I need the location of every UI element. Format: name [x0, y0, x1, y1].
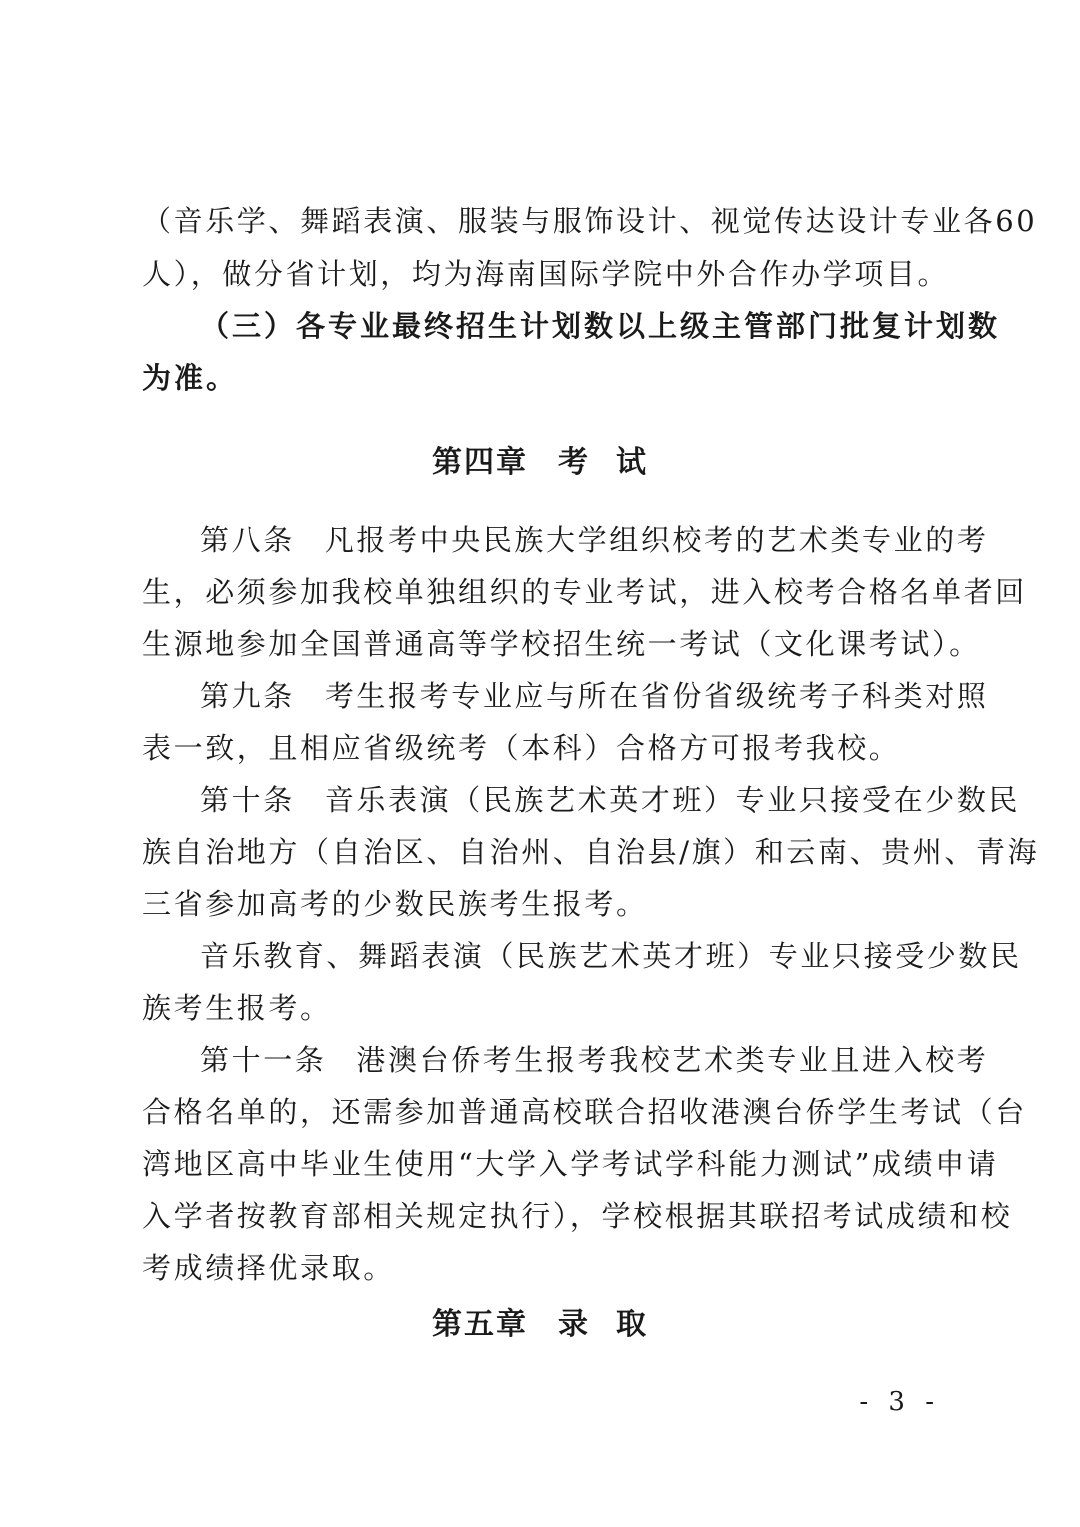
article-11-line: 合格名单的，还需参加普通高校联合招收港澳台侨学生考试（台: [142, 1095, 1027, 1129]
chapter-title-char: 取: [616, 1307, 648, 1342]
article-11-line: 入学者按教育部相关规定执行），学校根据其联招考试成绩和校: [142, 1199, 1013, 1233]
article-8-line: 生源地参加全国普通高等学校招生统一考试（文化课考试）。: [142, 627, 981, 661]
body-line: （音乐学、舞蹈表演、服装与服饰设计、视觉传达设计专业各60: [142, 204, 1038, 238]
article-10-line: 族考生报考。: [142, 991, 332, 1025]
article-label: 第十一条: [200, 1043, 327, 1077]
article-8-line: 生，必须参加我校单独组织的专业考试，进入校考合格名单者回: [142, 575, 1027, 609]
article-label: 第九条: [200, 679, 295, 713]
chapter-title-char: 试: [616, 445, 648, 480]
chapter-title-char: 录: [558, 1307, 590, 1342]
article-11-line: 湾地区高中毕业生使用“大学入学考试学科能力测试”成绩申请: [142, 1147, 999, 1181]
article-10-line: 第十条 音乐表演（民族艺术英才班）专业只接受在少数民: [200, 780, 940, 820]
body-line: 人），做分省计划，均为海南国际学院中外合作办学项目。: [142, 257, 950, 291]
plan-item-3-line: （三）各专业最终招生计划数以上级主管部门批复计划数: [200, 309, 1001, 343]
article-label: 第八条: [200, 523, 295, 557]
chapter-4-heading: [0, 443, 1080, 483]
article-11-line: 第十一条 港澳台侨考生报考我校艺术类专业且进入校考: [200, 1040, 940, 1080]
article-label: 第十条: [200, 783, 295, 817]
article-8-line: 第八条 凡报考中央民族大学组织校考的艺术类专业的考: [200, 520, 940, 560]
chapter-number: 第四章: [432, 445, 528, 480]
article-10-line: 族自治地方（自治区、自治州、自治县/旗）和云南、贵州、青海: [142, 835, 1040, 869]
article-10-line: 三省参加高考的少数民族考生报考。: [142, 887, 648, 921]
chapter-5-heading: [0, 1305, 1080, 1345]
page-number: - 3 -: [859, 1387, 940, 1417]
chapter-title-char: 考: [558, 445, 590, 480]
chapter-number: 第五章: [432, 1307, 528, 1342]
article-11-line: 考成绩择优录取。: [142, 1251, 395, 1285]
article-9-line: 表一致，且相应省级统考（本科）合格方可报考我校。: [142, 731, 901, 765]
plan-item-3-line: 为准。: [142, 361, 239, 395]
article-10-line: 音乐教育、舞蹈表演（民族艺术英才班）专业只接受少数民: [200, 939, 1022, 973]
article-9-line: 第九条 考生报考专业应与所在省份省级统考子科类对照: [200, 676, 940, 716]
